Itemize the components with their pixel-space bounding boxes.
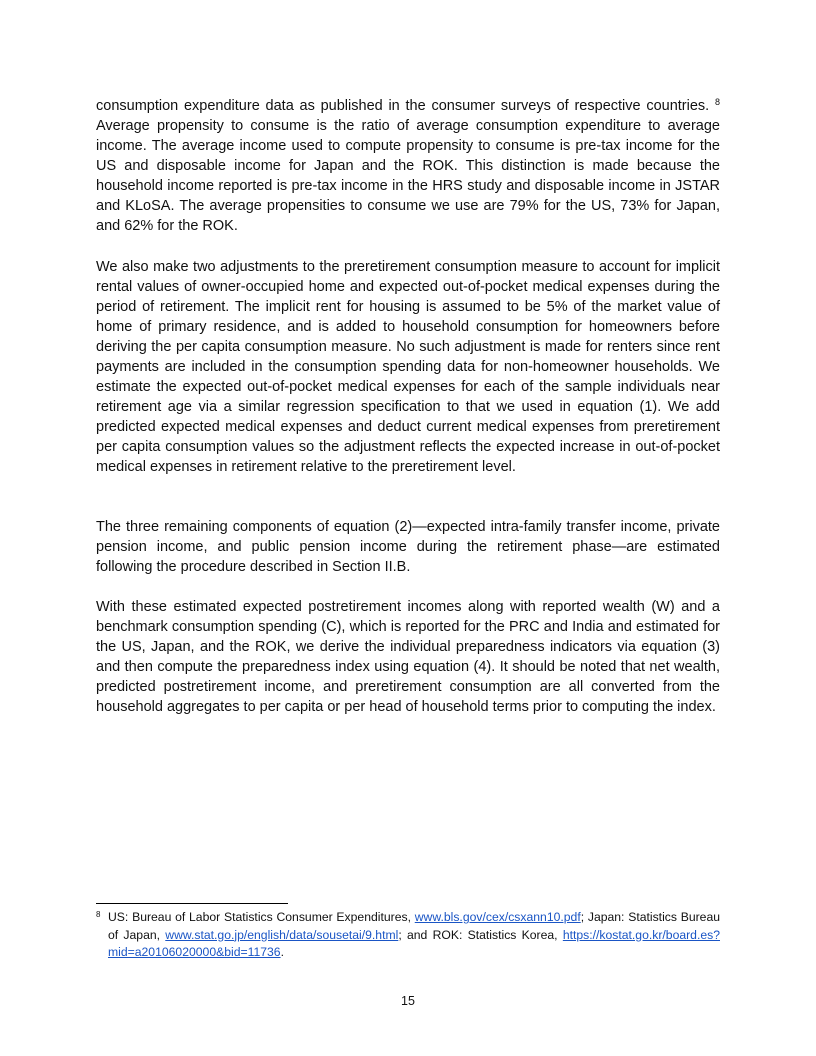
stat-japan-link[interactable]: www.stat.go.jp/english/data/sousetai/9.html — [165, 927, 399, 942]
footnote-8 — [96, 909, 720, 962]
footnote-text-2: ; Japan: Statistics Bureau of Japan, — [108, 910, 721, 942]
footnote-text — [108, 909, 720, 962]
bls-link[interactable]: www.bls.gov/cex/csxann10.pdf — [414, 910, 581, 924]
kostat-link[interactable]: https://kostat.go.kr/board.es?mid=a20106020000&bid=11736 — [108, 927, 720, 959]
paragraph-1-text-a: consumption expenditure data as published in the consumer surveys of respective countries. — [96, 98, 710, 114]
footnote-text-3: ; and ROK: Statistics Korea, — [398, 927, 558, 942]
paragraph-1-text-b: Average propensity to consume is the ratio of average consumption expenditure to average income. The average income used to compute propensity to consume is pre-tax income for the US and disposable income for Japan and the ROK. This distinction is made because the household income reported is pre-tax income in the HRS study and disposable income in JSTAR and KLoSA. The average propensities to consume we use are 79% for the US, 73% for Japan, and 62% for the ROK. — [96, 118, 720, 234]
body-paragraph-4: With these estimated expected postretirement incomes along with reported wealth (W) and a benchmark consumption spending (C), which is reported for the PRC and India and estimated for the US, Japan, and the ROK, we derive the individual preparedness indicators via equation (3) and then compute the preparedness index using equation (4). It should be noted that net wealth, predicted postretirement income, and preretirement consumption are all converted from the household aggregates to per capita or per head of household terms prior to computing the index. — [96, 599, 720, 715]
page-number: 15 — [401, 994, 415, 1008]
footnote-text-4: . — [280, 945, 284, 959]
body-paragraph-1 — [96, 96, 720, 236]
footnote-reference[interactable]: 8 — [715, 97, 721, 107]
footnote-divider — [96, 903, 288, 904]
footnote-marker: 8 — [96, 910, 101, 919]
footnote-text-1: US: Bureau of Labor Statistics Consumer Expenditures, — [108, 910, 411, 924]
body-paragraph-2: We also make two adjustments to the preretirement consumption measure to account for implicit rental values of owner-occupied home and expected out-of-pocket medical expenses during the period of retirement. The implicit rent for housing is assumed to be 5% of the market value of home of primary residence, and is added to household consumption for homeowners before deriving the per capita consumption measure. No such adjustment is made for renters since rent payments are included in the consumption spending data for non-homeowner households. We estimate the expected out-of-pocket medical expenses for each of the sample individuals near retirement age via a similar regression specification to that we used in equation (1). We add predicted expected medical expenses and deduct current medical expenses from preretirement per capita consumption values so the adjustment reflects the expected increase in out-of-pocket medical expenses in retirement relative to the preretirement level. — [96, 259, 720, 475]
body-paragraph-3: The three remaining components of equation (2)—expected intra-family transfer income, private pension income, and public pension income during the retirement phase—are estimated following the procedure described in Section II.B. — [96, 519, 720, 575]
